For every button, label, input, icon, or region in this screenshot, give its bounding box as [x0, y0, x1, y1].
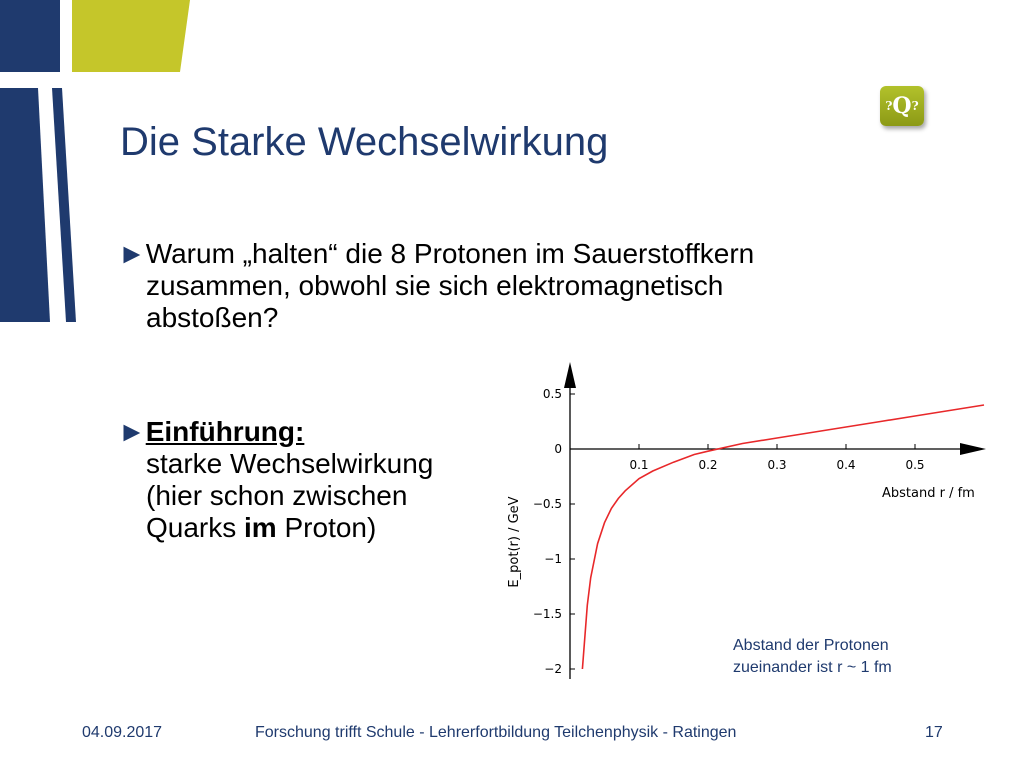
y-tick-label: 0	[554, 442, 562, 456]
chart-ticks	[533, 387, 925, 676]
y-tick-label: 0.5	[542, 387, 562, 401]
x-axis-arrowhead	[960, 443, 986, 455]
bullet2-heading: Einführung:	[145, 416, 305, 447]
bullet2-line3	[118, 512, 433, 544]
bullet1-line2: zusammen, obwohl sie sich elektromagnetisch	[146, 270, 724, 301]
potential-curve	[582, 405, 984, 669]
bullet-question	[118, 238, 754, 334]
page-number: 17	[925, 724, 943, 741]
bullet1-line3: abstoßen?	[146, 302, 279, 333]
bullet1-line1: Warum „halten“ die 8 Protonen im Sauerstoffkern	[145, 238, 755, 269]
logo-navy-top	[0, 0, 60, 72]
x-tick-label: 0.3	[767, 458, 787, 472]
y-axis-label: E_pot(r) / GeV	[507, 496, 522, 588]
x-axis-label: Abstand r / fm	[882, 486, 975, 501]
logo-lime	[72, 0, 190, 72]
x-tick-label: 0.2	[698, 458, 718, 472]
bullet2-line2: (hier schon zwischen	[146, 480, 408, 511]
question-magnifier-icon[interactable]: ?Q?	[880, 86, 924, 126]
note-line1: Abstand der Protonen	[733, 637, 889, 654]
bullet-arrow-icon: ►	[118, 416, 146, 447]
note-line2: zueinander ist r ~ 1 fm	[733, 659, 892, 676]
footer-text: Forschung trifft Schule - Lehrerfortbildung Teilchenphysik - Ratingen	[255, 724, 737, 741]
bullet2-line1: starke Wechselwirkung	[146, 448, 434, 479]
y-tick-label: −2	[544, 662, 562, 676]
bullet2-line3-post: Proton)	[276, 512, 377, 543]
y-tick-label: −1.5	[532, 607, 562, 621]
footer-date: 04.09.2017	[82, 724, 163, 741]
bullet-arrow-icon: ►	[118, 238, 146, 269]
logo-navy-right	[52, 88, 76, 322]
chart-axes	[564, 362, 986, 679]
x-tick-label: 0.4	[836, 458, 856, 472]
bullet2-line3-bold: im	[244, 512, 277, 543]
bullet-introduction	[118, 416, 433, 544]
bullet2-line3-pre: Quarks	[146, 512, 245, 543]
y-tick-label: −0.5	[532, 497, 562, 511]
x-tick-label: 0.5	[905, 458, 925, 472]
y-tick-label: −1	[544, 552, 562, 566]
logo-navy-left	[0, 88, 50, 322]
slide-title: Die Starke Wechselwirkung	[120, 120, 609, 164]
distance-note	[733, 635, 892, 679]
x-tick-label: 0.1	[629, 458, 649, 472]
y-axis-arrowhead	[564, 362, 576, 388]
